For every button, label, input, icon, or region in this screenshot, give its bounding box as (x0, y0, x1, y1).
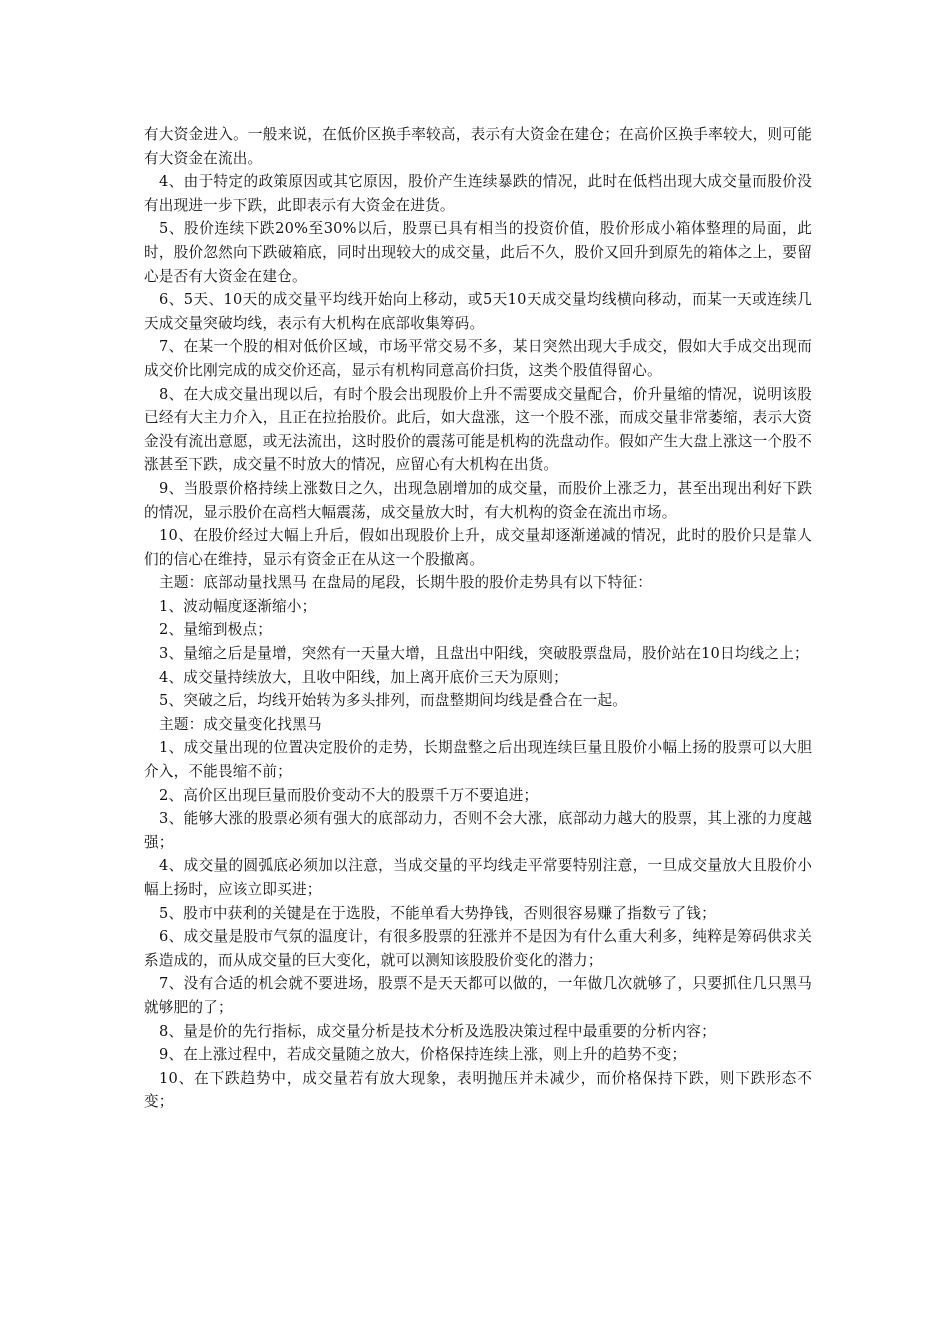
list-item: 7、没有合适的机会就不要进场，股票不是天天都可以做的，一年做几次就够了，只要抓住几只黑马就够肥的了； (144, 975, 812, 1016)
list-item: 4、成交量的圆弧底必须加以注意，当成交量的平均线走平常要特别注意，一旦成交量放大且股价小幅上扬时，应该立即买进； (144, 857, 812, 898)
paragraph: 7、在某一个股的相对低价区域，市场平常交易不多，某日突然出现大手成交，假如大手成交出现而成交价比刚完成的成交价还高，显示有机构同意高价扫货，这类个股值得留心。 (144, 338, 812, 379)
paragraph: 有大资金进入。一般来说，在低价区换手率较高，表示有大资金在建仓；在高价区换手率较大，则可能有大资金在流出。 (144, 126, 812, 167)
list-item: 1、波动幅度逐渐缩小； (159, 597, 317, 615)
paragraph: 10、在股价经过大幅上升后，假如出现股价上升，成交量却逐渐递减的情况，此时的股价只是靠人们的信心在维持，显示有资金正在从这一个股撤离。 (144, 527, 812, 568)
list-item: 1、成交量出现的位置决定股价的走势，长期盘整之后出现连续巨量且股价小幅上扬的股票可以大胆介入，不能畏缩不前； (144, 739, 812, 781)
list-item: 9、在上涨过程中，若成交量随之放大，价格保持连续上涨，则上升的趋势不变； (159, 1046, 687, 1064)
paragraph: 8、在大成交量出现以后，有时个股会出现股价上升不需要成交量配合，价升量缩的情况，说明该股已经有大主力介入，且正在拉抬股价。此后，如大盘涨，这一个股不涨，而成交量非常萎缩，表示大资金没有流出意愿，或无法流出，这时股价的震荡可能是机构的洗盘动作。假如产生大盘上涨这一个股不涨甚至下跌，成交量不时放大的情况，应留心有大机构在出货。 (144, 385, 812, 474)
section-heading: 主题：底部动量找黑马 在盘局的尾段，长期牛股的股价走势具有以下特征： (159, 574, 653, 592)
list-item: 3、能够大涨的股票必须有强大的底部动力，否则不会大涨，底部动力越大的股票，其上涨的力度越强； (144, 810, 812, 851)
list-item: 10、在下跌趋势中，成交量若有放大现象，表明抛压并未减少，而价格保持下跌，则下跌形态不变； (144, 1069, 812, 1111)
paragraph: 6、5天、10天的成交量平均线开始向上移动，或5天10天成交量均线横向移动，而某一天或连续几天成交量突破均线，表示有大机构在底部收集筹码。 (144, 291, 812, 332)
list-item: 2、量缩到极点； (159, 621, 273, 639)
list-item: 6、成交量是股市气氛的温度计，有很多股票的狂涨并不是因为有什么重大利多，纯粹是筹码供求关系造成的，而从成交量的巨大变化，就可以测知该股股价变化的潜力； (144, 928, 812, 969)
list-item: 4、成交量持续放大，且收中阳线，加上离开底价三天为原则； (159, 668, 568, 686)
paragraph: 5、股价连续下跌20%至30%以后，股票已具有相当的投资价值，股价形成小箱体整理的局面，此时，股价忽然向下跌破箱底，同时出现较大的成交量，此后不久，股价又回升到原先的箱体之上，要留心是否有大资金在建仓。 (144, 220, 812, 285)
list-item: 8、量是价的先行指标，成交量分析是技术分析及选股决策过程中最重要的分析内容； (159, 1022, 716, 1040)
section-heading: 主题：成交量变化找黑马 (159, 715, 322, 733)
document-body (144, 123, 812, 1114)
paragraph: 9、当股票价格持续上涨数日之久，出现急剧增加的成交量，而股价上涨乏力，甚至出现出利好下跌的情况，显示股价在高档大幅震荡，成交量放大时，有大机构的资金在流出市场。 (144, 479, 812, 521)
list-item: 2、高价区出现巨量而股价变动不大的股票千万不要追进； (159, 786, 539, 804)
list-item: 5、股市中获利的关键是在于选股，不能单看大势挣钱，否则很容易赚了指数亏了钱； (159, 904, 716, 922)
list-item: 3、量缩之后是量增，突然有一天量大增，且盘出中阳线，突破股票盘局，股价站在10日均线之上； (159, 645, 809, 663)
list-item: 5、突破之后，均线开始转为多头排列，而盘整期间均线是叠合在一起。 (159, 692, 628, 710)
paragraph: 4、由于特定的政策原因或其它原因，股价产生连续暴跌的情况，此时在低档出现大成交量而股价没有出现进一步下跌，此即表示有大资金在进货。 (144, 173, 812, 214)
